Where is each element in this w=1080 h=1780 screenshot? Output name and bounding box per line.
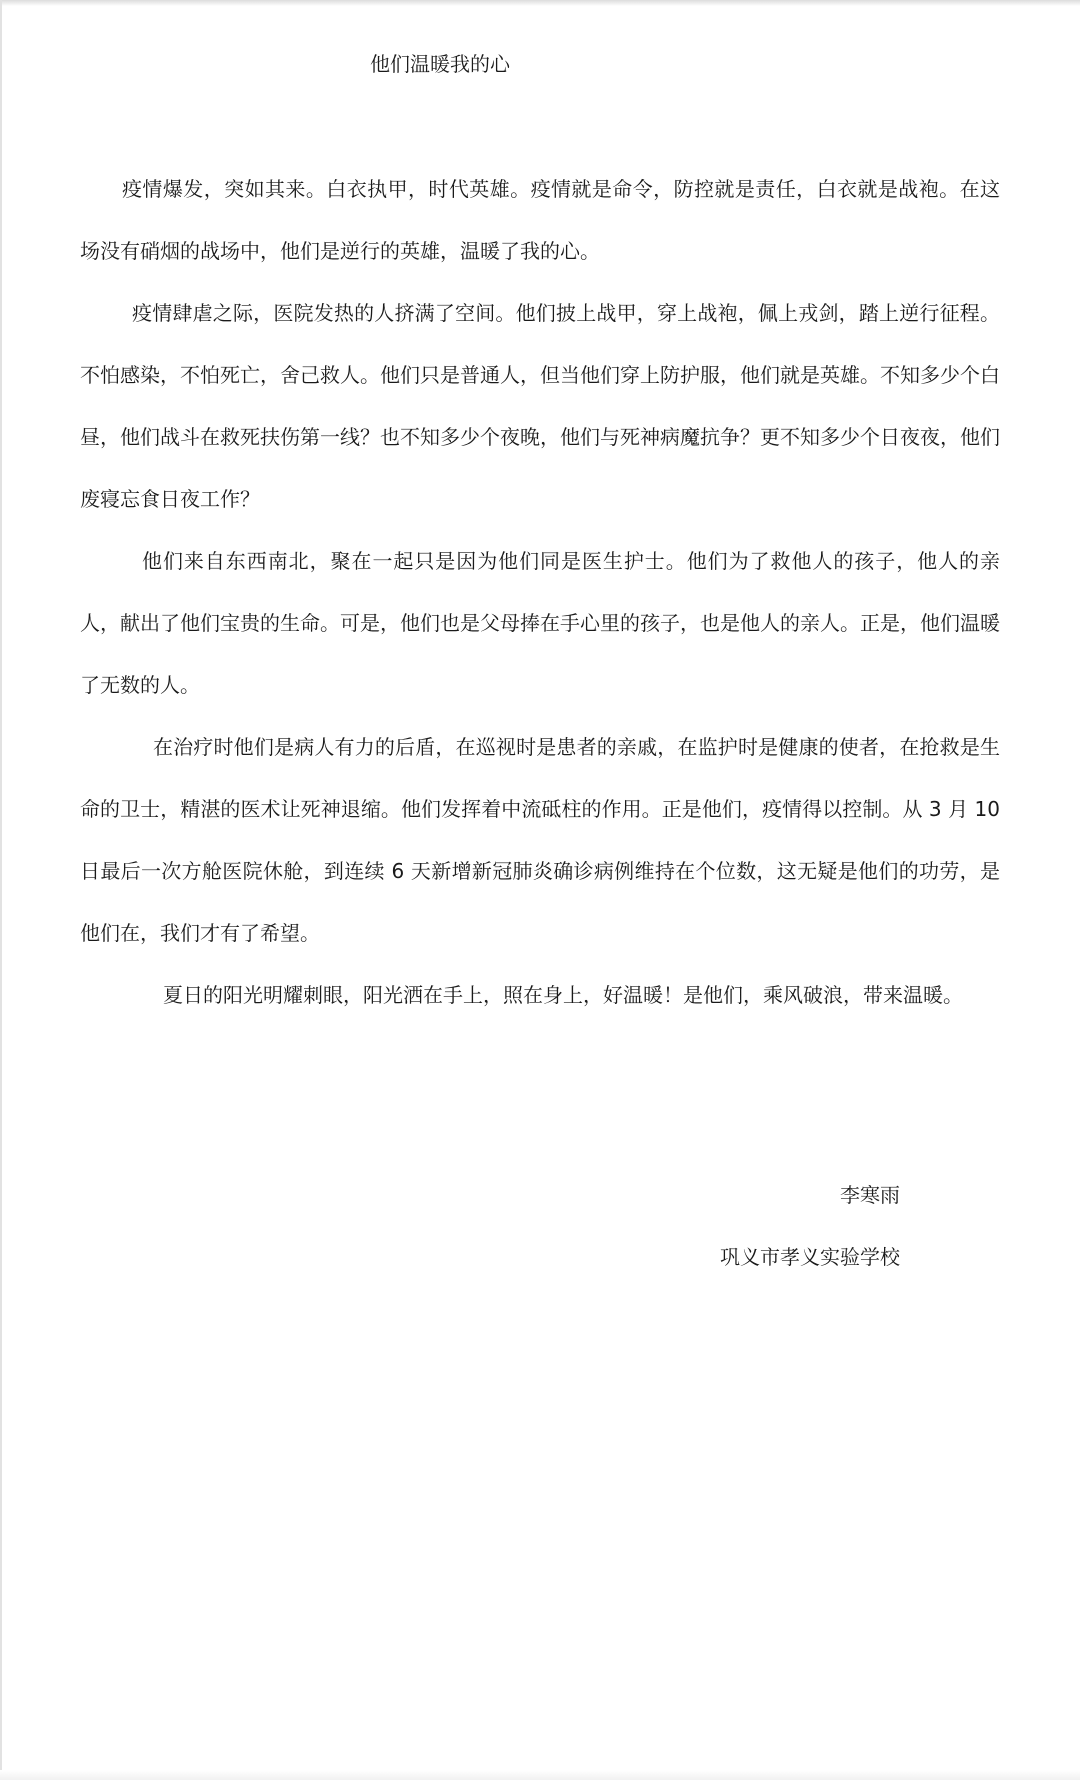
paragraph-3: 他们来自东西南北，聚在一起只是因为他们同是医生护士。他们为了救他人的孩子，他人的亲人，献出了他们宝贵的生命。可是，他们也是父母捧在手心里的孩子，也是他人的亲人。正是，他们温暖了无数的人。	[80, 549, 1000, 697]
page-left-edge	[0, 0, 2, 1780]
page-top-shadow	[0, 0, 1080, 6]
paragraph-4: 在治疗时他们是病人有力的后盾，在巡视时是患者的亲戚，在监护时是健康的使者，在抢救是生命的卫士，精湛的医术让死神退缩。他们发挥着中流砥柱的作用。正是他们，疫情得以控制。从 3 月 10 日最后一次方舱医院休舱，到连续 6 天新增新冠肺炎确诊病例维持在个位数，这无疑是他们的功劳，是他们在，我们才有了希望。	[80, 735, 1000, 945]
document-title: 他们温暖我的心	[370, 52, 510, 76]
author-name: 李寒雨	[840, 1183, 900, 1207]
school-name: 巩义市孝义实验学校	[720, 1245, 900, 1269]
document-body	[80, 158, 1000, 1026]
paragraph-1: 疫情爆发，突如其来。白衣执甲，时代英雄。疫情就是命令，防控就是责任，白衣就是战袍。在这场没有硝烟的战场中，他们是逆行的英雄，温暖了我的心。	[80, 177, 1000, 263]
page-bottom-edge	[0, 1770, 1080, 1780]
signature-block	[720, 1164, 900, 1288]
paragraph-5: 夏日的阳光明耀刺眼，阳光洒在手上，照在身上，好温暖！是他们，乘风破浪，带来温暖。	[163, 983, 963, 1007]
paragraph-2: 疫情肆虐之际，医院发热的人挤满了空间。他们披上战甲，穿上战袍，佩上戎剑，踏上逆行征程。不怕感染，不怕死亡，舍己救人。他们只是普通人，但当他们穿上防护服，他们就是英雄。不知多少个白昼，他们战斗在救死扶伤第一线？也不知多少个夜晚，他们与死神病魔抗争？更不知多少个日夜夜，他们废寝忘食日夜工作？	[80, 301, 1000, 511]
